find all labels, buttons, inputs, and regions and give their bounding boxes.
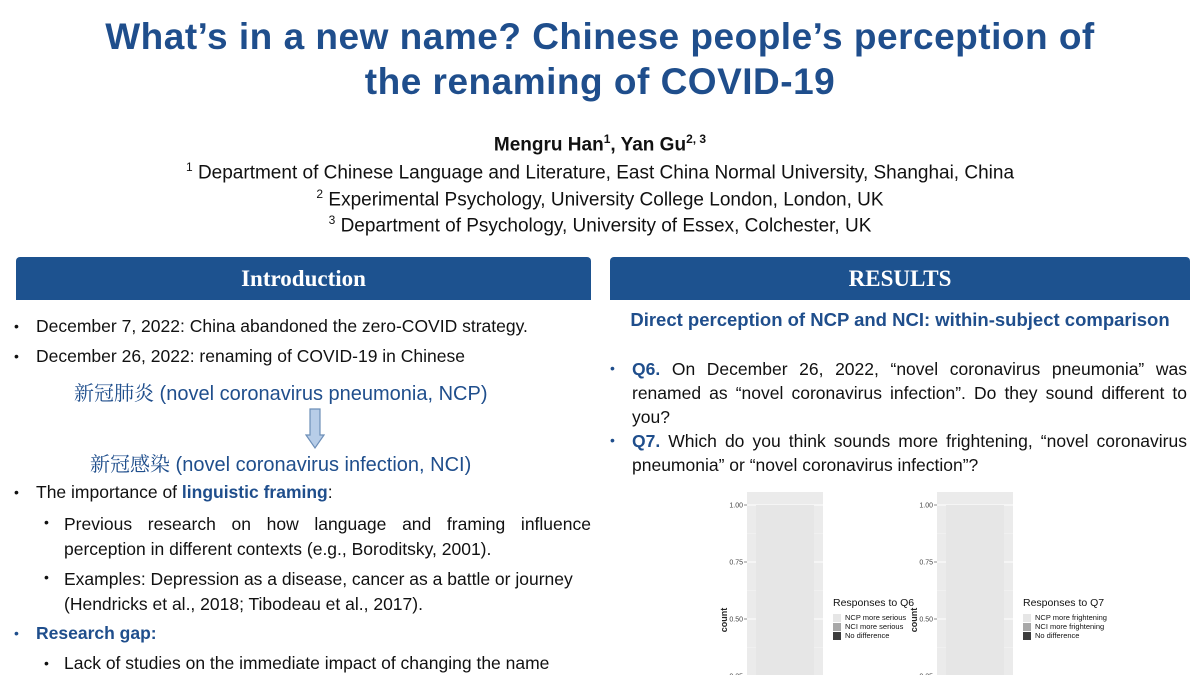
intro-sub-bullet-2: [64, 567, 591, 617]
legend-label: No difference: [845, 631, 890, 640]
q6-stacked-bar-chart: [705, 492, 825, 675]
affiliation-2-sup: 2: [316, 187, 324, 201]
author-1-sup: 1: [603, 132, 611, 146]
q7-legend: [1023, 597, 1107, 640]
ncp-chinese: 新冠肺炎: [74, 381, 154, 405]
results-subheading: Direct perception of NCP and NCI: within-subject comparison: [630, 309, 1170, 330]
bullet-dot: •: [610, 360, 615, 376]
q7-text: Which do you think sounds more frightening, “novel coronavirus pneumonia” or “novel coronavirus infection”?: [632, 431, 1187, 475]
q7-legend-item-2: [1023, 622, 1107, 631]
bullet-dot: •: [14, 348, 19, 364]
bullet-dot: •: [610, 432, 615, 448]
intro-bullet-1: December 7, 2022: China abandoned the zero-COVID strategy.: [36, 316, 528, 336]
nci-english: (novel coronavirus infection, NCI): [170, 454, 472, 476]
bullet-dot: •: [14, 484, 19, 500]
y-tick-label: 1.00: [919, 502, 933, 510]
question-q6: [632, 357, 1187, 429]
legend-label: NCI more serious: [845, 622, 904, 631]
legend-label: NCI more frightening: [1035, 622, 1105, 631]
legend-label: NCP more serious: [845, 613, 907, 622]
y-tick-label: 1.00: [729, 502, 743, 510]
intro-sub-bullet-2-text: Examples: Depression as a disease, cancer as a battle or journey (Hendricks et al., 2018; Tibodeau et al., 2017).: [64, 569, 573, 614]
y-axis-label: count: [909, 607, 919, 633]
intro-bullet-3-post: :: [327, 482, 333, 502]
y-tick-label: 0.50: [729, 616, 743, 624]
y-axis-label: count: [719, 607, 729, 633]
affiliation-3-text: Department of Psychology, University of Essex, Colchester, UK: [340, 215, 872, 237]
question-q7: [632, 429, 1187, 477]
nci-chinese: 新冠感染: [90, 452, 170, 476]
poster-title: [0, 14, 1200, 104]
legend-label: No difference: [1035, 631, 1080, 640]
affiliation-1-sup: 1: [185, 160, 193, 174]
intro-bullet-2: December 26, 2022: renaming of COVID-19 in Chinese: [36, 346, 465, 366]
q6-text: On December 26, 2022, “novel coronavirus pneumonia” was renamed as “novel coronavirus infection”. Do they sound different to you?: [632, 359, 1187, 427]
sub-bullet-dot: •: [44, 569, 49, 585]
legend-swatch: [833, 623, 841, 631]
q7-legend-item-3: [1023, 631, 1107, 640]
intro-sub-bullet-3: Lack of studies on the immediate impact of changing the name: [64, 653, 550, 673]
bullet-dot: •: [14, 318, 19, 334]
legend-swatch: [1023, 614, 1031, 622]
legend-swatch: [1023, 632, 1031, 640]
title-line-2: the renaming of COVID-19: [364, 61, 836, 102]
q7-label: Q7.: [632, 431, 661, 451]
q6-label: Q6.: [632, 359, 661, 379]
research-gap-heading: Research gap:: [36, 623, 157, 643]
introduction-header: Introduction: [16, 257, 591, 300]
affiliation-2-text: Experimental Psychology, University College London, London, UK: [328, 189, 884, 211]
author-2: Yan Gu: [620, 134, 687, 156]
nci-term: [90, 448, 471, 477]
ncp-term: [74, 377, 488, 406]
legend-swatch: [1023, 623, 1031, 631]
affiliation-1-text: Department of Chinese Language and Literature, East China Normal University, Shanghai, China: [197, 162, 1015, 184]
author-1: Mengru Han: [493, 134, 604, 156]
affiliation-3: [0, 213, 1200, 237]
title-line-1: What’s in a new name? Chinese people’s perception of: [105, 16, 1095, 57]
y-tick-label: 0.75: [729, 559, 743, 567]
legend-label: NCP more frightening: [1035, 613, 1107, 622]
linguistic-framing-term: linguistic framing: [181, 482, 328, 502]
intro-bullet-3-pre: The importance of: [36, 482, 182, 502]
affiliation-1: [0, 160, 1200, 184]
q7-stacked-bar-chart: [895, 492, 1015, 675]
bullet-dot: •: [14, 625, 19, 641]
legend-swatch: [833, 614, 841, 622]
q7-legend-item-1: [1023, 613, 1107, 622]
results-header: RESULTS: [610, 257, 1190, 300]
sub-bullet-dot: •: [44, 655, 49, 671]
authors: Mengru Han$^1$, Yan Gu$^{2, 3}$: [493, 132, 707, 156]
y-tick-label: 0.50: [919, 616, 933, 624]
ncp-english: (novel coronavirus pneumonia, NCP): [154, 383, 488, 405]
y-tick-label: 0.75: [919, 559, 933, 567]
sub-bullet-dot: •: [44, 514, 49, 530]
bar-segment: [756, 505, 814, 675]
legend-swatch: [833, 632, 841, 640]
affiliation-3-sup: 3: [328, 213, 336, 227]
q6-legend-title: Responses to Q6: [833, 597, 915, 609]
down-arrow-icon: [305, 408, 325, 450]
affiliation-2: [0, 187, 1200, 211]
author-2-sup: 2, 3: [686, 132, 707, 146]
q7-legend-title: Responses to Q7: [1023, 597, 1105, 609]
intro-bullet-3: [36, 482, 596, 503]
bar-segment: [946, 505, 1004, 675]
intro-sub-bullet-1: Previous research on how language and framing influence perception in different contexts (e.g., Boroditsky, 2001).: [64, 514, 591, 559]
